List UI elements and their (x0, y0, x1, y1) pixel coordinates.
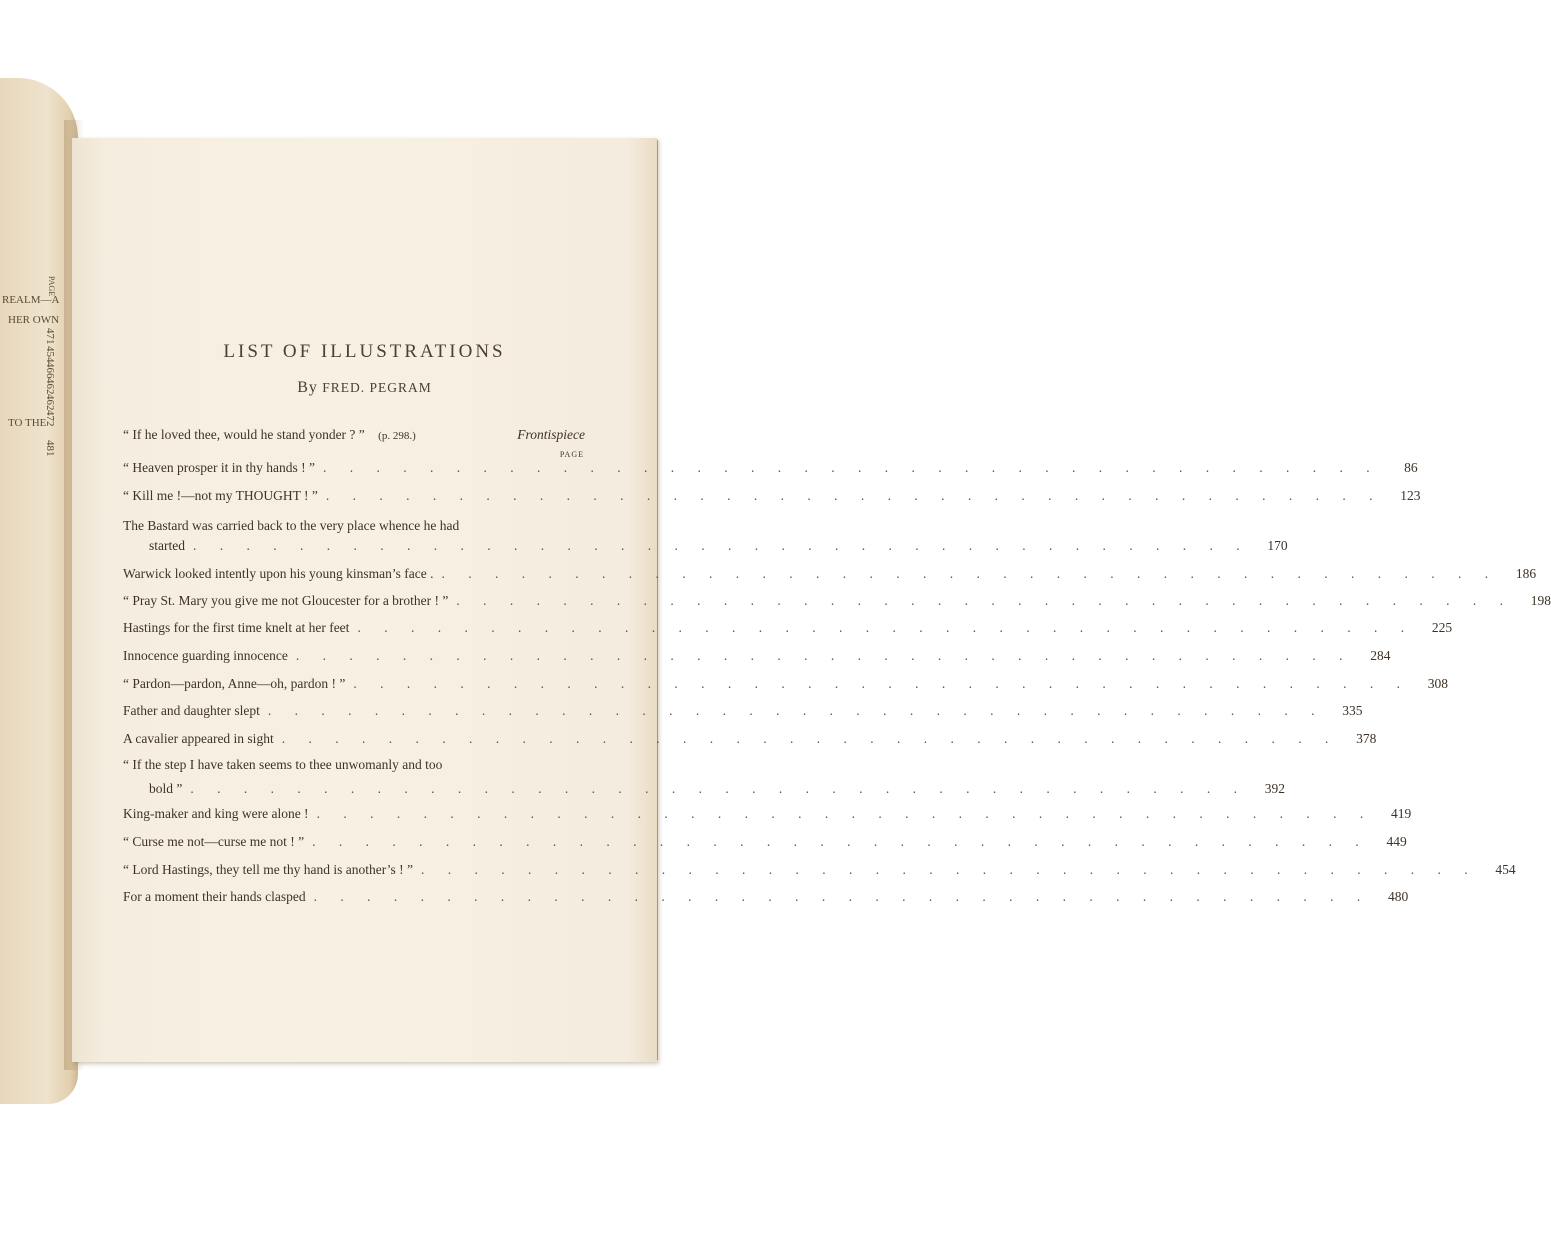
leader-dots: . . . . . . . . . . . . . . . . . . . . . . . . . . . . . . . . . . . . . . . . (267, 703, 1325, 718)
illustration-caption: A cavalier appeared in sight (123, 731, 274, 746)
illustration-caption: Innocence guarding innocence (123, 648, 288, 663)
leader-dots: . . . . . . . . . . . . . . . . . . . . . . . . . . . . . . . . . . . . . . . . (281, 731, 1339, 746)
illustration-entry (123, 674, 1448, 694)
leader-dots: . . . . . . . . . . . . . . . . . . . . . . . . . . . . . . . . . . . . . . . . (420, 862, 1478, 877)
illustration-caption-continued: bold ” (149, 781, 183, 796)
facing-page-fragment: HER OWN (8, 314, 60, 326)
leader-dots: . . . . . . . . . . . . . . . . . . . . . . . . . . . . . . . . . . . . . . . . (441, 566, 1499, 581)
leader-dots: . . . . . . . . . . . . . . . . . . . . . . . . . . . . . . . . . . . . . . . . (193, 538, 1250, 553)
illustration-caption: “ Heaven prosper it in thy hands ! ” (123, 460, 315, 475)
illustration-caption: The Bastard was carried back to the very place whence he had (123, 518, 460, 533)
illustration-entry (123, 516, 1288, 556)
illustration-page-number: 419 (1390, 806, 1412, 821)
facing-page-number: 471 (44, 328, 56, 345)
illustration-caption: King-maker and king were alone ! (123, 806, 309, 821)
illustration-caption: “ Pardon—pardon, Anne—oh, pardon ! ” (123, 676, 346, 691)
subtitle-illustrator: FRED. PEGRAM (322, 380, 432, 395)
facing-page-label: PAGE (47, 276, 56, 297)
illustration-page-number: 308 (1427, 676, 1448, 691)
illustration-entry (123, 701, 1363, 721)
illustration-entry (123, 755, 1285, 799)
illustration-entry (123, 591, 1551, 611)
illustration-entry (123, 646, 1391, 666)
leader-dots: . . . . . . . . . . . . . . . . . . . . . . . . . . . . . . . . . . . . . . . . (316, 806, 1374, 821)
illustration-page-number: 86 (1404, 460, 1418, 475)
facing-page-fragment: REALM—A (2, 294, 60, 306)
illustration-page-number: 186 (1515, 566, 1537, 581)
illustration-page-number: 480 (1387, 889, 1409, 904)
facing-page-number: 454 (44, 346, 56, 363)
illustration-entry (123, 486, 1421, 506)
illustration-caption: Hastings for the first time knelt at her feet (123, 620, 350, 635)
illustration-caption: “ Curse me not—curse me not ! ” (123, 834, 305, 849)
subtitle-by: By (297, 379, 318, 396)
illustration-page-number: 449 (1386, 834, 1407, 849)
illustration-page-number: 454 (1495, 862, 1516, 877)
page-column-header: PAGE (559, 450, 584, 459)
leader-dots: . . . . . . . . . . . . . . . . . . . . . . . . . . . . . . . . . . . . . . . . (357, 620, 1415, 635)
illustration-page-number: 335 (1342, 703, 1363, 718)
illustration-page-number: 123 (1400, 488, 1421, 503)
leader-dots: . . . . . . . . . . . . . . . . . . . . . . . . . . . . . . . . . . . . . . . . (325, 488, 1383, 503)
illustration-caption: Father and daughter slept (123, 703, 260, 718)
facing-page-number: 481 (44, 440, 56, 457)
leader-dots: . . . . . . . . . . . . . . . . . . . . . . . . . . . . . . . . . . . . . . . . (190, 781, 1247, 796)
illustration-page-number: 284 (1370, 648, 1391, 663)
frontispiece-caption: “ If he loved thee, would he stand yonder ? ” (123, 427, 365, 442)
book-page (72, 138, 1551, 1062)
leader-dots: . . . . . . . . . . . . . . . . . . . . . . . . . . . . . . . . . . . . . . . . (322, 460, 1380, 475)
page-title: LIST OF ILLUSTRATIONS (223, 341, 506, 362)
illustration-page-number: 378 (1356, 731, 1377, 746)
facing-page-fragment: TO THE (8, 417, 47, 429)
illustration-page-number: 198 (1530, 593, 1551, 608)
illustration-caption: “ Lord Hastings, they tell me thy hand is another’s ! ” (123, 862, 413, 877)
frontispiece-ref: (p. 298.) (378, 430, 416, 442)
illustration-entry (123, 458, 1418, 478)
illustration-caption: For a moment their hands clasped (123, 889, 306, 904)
illustration-entry (123, 564, 1537, 584)
illustration-caption-continued: started (149, 538, 185, 553)
illustration-entry (123, 860, 1516, 880)
illustration-entry (123, 887, 1409, 907)
leader-dots: . . . . . . . . . . . . . . . . . . . . . . . . . . . . . . . . . . . . . . . . (353, 676, 1410, 691)
illustration-page-number: 225 (1431, 620, 1453, 635)
leader-dots: . . . . . . . . . . . . . . . . . . . . . . . . . . . . . . . . . . . . . . . . (456, 593, 1514, 608)
illustration-page-number: 392 (1264, 781, 1285, 796)
facing-page-number: 472 (44, 410, 56, 427)
leader-dots: . . . . . . . . . . . . . . . . . . . . . . . . . . . . . . . . . . . . . . . . (295, 648, 1353, 663)
illustration-caption: “ Kill me !—not my THOUGHT ! ” (123, 488, 318, 503)
leader-dots: . . . . . . . . . . . . . . . . . . . . . . . . . . . . . . . . . . . . . . . . (313, 889, 1371, 904)
facing-page-number: 462 (44, 378, 56, 395)
illustration-entry (123, 804, 1412, 824)
illustration-page-number: 170 (1267, 538, 1288, 553)
frontispiece-label: Frontispiece (517, 427, 585, 442)
illustration-caption: Warwick looked intently upon his young kinsman’s face . (123, 566, 434, 581)
frontispiece-entry (123, 427, 585, 443)
page-subtitle (72, 379, 657, 397)
facing-page-number: 466 (44, 362, 56, 379)
illustration-entry (123, 618, 1453, 638)
illustration-entry (123, 832, 1407, 852)
illustration-caption: “ Pray St. Mary you give me not Gloucester for a brother ! ” (123, 593, 449, 608)
leader-dots: . . . . . . . . . . . . . . . . . . . . . . . . . . . . . . . . . . . . . . . . (312, 834, 1369, 849)
illustration-caption: “ If the step I have taken seems to thee unwomanly and too (123, 757, 443, 772)
illustration-entry (123, 729, 1377, 749)
facing-page-number: 462 (44, 394, 56, 411)
